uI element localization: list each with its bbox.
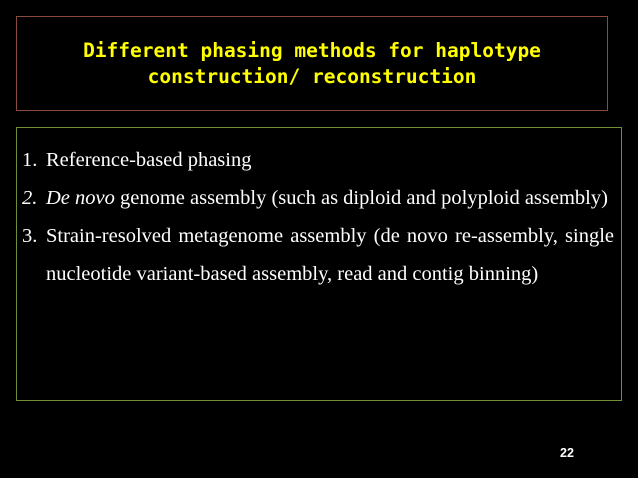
title-box xyxy=(16,16,608,111)
list-item-text: genome assembly (such as diploid and polyploid assembly) xyxy=(114,187,608,209)
list-marker: 1. xyxy=(22,149,38,171)
list-marker: 2. xyxy=(22,187,38,209)
list-item-strain-resolved xyxy=(22,217,614,293)
list-item-text: Reference-based phasing xyxy=(46,149,252,171)
page-number: 22 xyxy=(560,446,574,460)
phasing-methods-list xyxy=(22,141,614,293)
list-item-text: Strain-resolved metagenome assembly (de novo re-assembly, single nucleotide variant-based assembly, read and contig binning) xyxy=(46,225,614,285)
list-item-reference-based xyxy=(22,141,614,179)
list-marker: 3. xyxy=(22,225,38,247)
slide-title xyxy=(83,38,541,90)
slide-title-line-2: construction/ reconstruction xyxy=(147,64,477,88)
list-item-italic-term: De novo xyxy=(46,187,115,209)
slide-title-line-1: Different phasing methods for haplotype xyxy=(83,38,541,62)
content-box xyxy=(16,127,622,401)
list-item-de-novo-assembly xyxy=(22,179,614,217)
